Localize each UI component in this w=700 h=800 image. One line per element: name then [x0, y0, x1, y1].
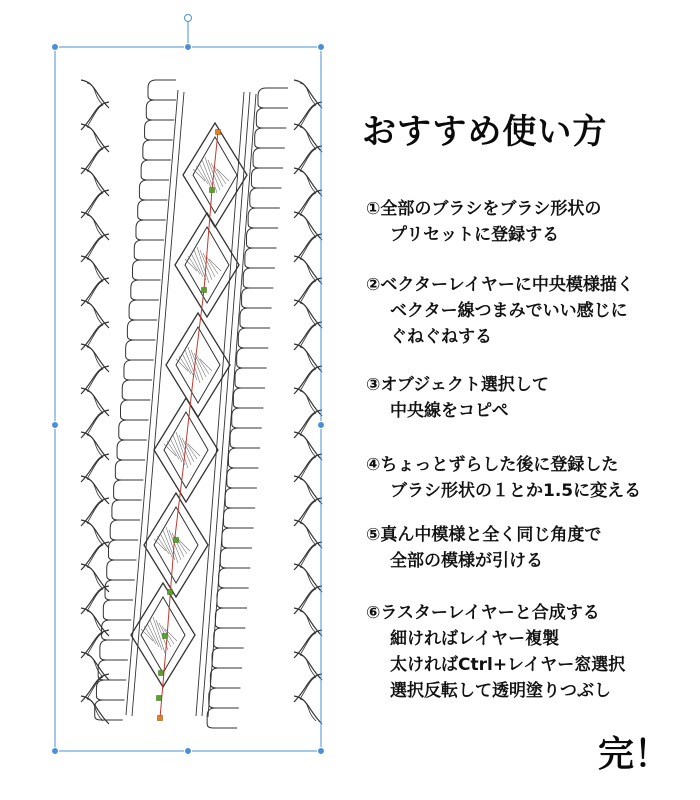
shingle [233, 388, 263, 408]
step-2-line-1: ②ベクターレイヤーに中央模様描く [366, 275, 634, 295]
braid-strand [300, 633, 316, 655]
step-6-line-4: 選択反転して透明塗りつぶし [390, 681, 611, 701]
braid-strand [294, 564, 322, 592]
braid-strand [87, 435, 103, 457]
diamond-hatch [160, 533, 172, 557]
braid-strand [87, 171, 103, 193]
shingle [115, 460, 143, 480]
braid-strand [294, 168, 322, 196]
braid-strand [87, 567, 103, 589]
band-line [196, 92, 244, 716]
braid-strand [300, 171, 316, 193]
resize-handle-icon[interactable] [318, 44, 325, 51]
step-6-line-1: ⑥ラスターレイヤーと合成する [366, 603, 600, 623]
resize-handle-icon[interactable] [318, 748, 325, 755]
shingle [146, 100, 174, 120]
shingle [129, 300, 157, 320]
shingle [209, 688, 239, 708]
braid-strand [300, 105, 316, 127]
braid-strand [300, 347, 316, 369]
vector-endpoint-top-icon[interactable] [216, 130, 221, 135]
shingle [217, 588, 247, 608]
braid-strand [300, 215, 316, 237]
braid-strand [81, 476, 109, 504]
braid-strand [87, 347, 103, 369]
shingle [255, 128, 285, 148]
diamond-hatch [147, 623, 159, 647]
diamond-hatch [199, 163, 211, 187]
braid-strand [87, 369, 103, 391]
shingle [110, 520, 138, 540]
braid-right [294, 80, 322, 724]
shingle [248, 208, 278, 228]
braid-strand [300, 83, 316, 105]
braid-strand [81, 366, 109, 394]
braid-strand [300, 149, 316, 171]
shingle [256, 108, 286, 128]
shingle [225, 488, 255, 508]
braid-strand [81, 322, 109, 350]
braid-strand [87, 237, 103, 259]
shingle [230, 428, 260, 448]
vector-control-point-icon[interactable] [174, 538, 179, 543]
resize-handle-icon[interactable] [318, 422, 325, 429]
braid-strand [300, 611, 316, 633]
shingle [243, 268, 273, 288]
shingle [136, 220, 164, 240]
braid-strand [300, 193, 316, 215]
shingle [210, 668, 240, 688]
diamond-hatch [166, 527, 178, 563]
step-2-line-3: ぐねぐねする [390, 327, 492, 347]
vector-control-point-icon[interactable] [163, 634, 168, 639]
shingle [148, 80, 176, 100]
braid-strand [81, 146, 109, 174]
braid-strand [300, 677, 316, 699]
shingle [108, 540, 136, 560]
braid-strand [87, 83, 103, 105]
braid-strand [294, 124, 322, 152]
diamond-chain [131, 123, 247, 687]
braid-strand [300, 127, 316, 149]
braid-strand [294, 344, 322, 372]
resize-handle-icon[interactable] [185, 44, 192, 51]
step-1-line-2: プリセットに登録する [390, 225, 560, 245]
shingle [121, 400, 149, 420]
braid-strand [294, 212, 322, 240]
braid-strand [81, 388, 109, 416]
braid-strand [300, 523, 316, 545]
step-6-line-3: 太ければCtrl+レイヤー窓選択 [390, 655, 626, 675]
shingle [100, 640, 128, 660]
diamond-hatch [203, 253, 215, 277]
step-5 [366, 522, 696, 574]
braid-strand [300, 281, 316, 303]
shingle-column-left [95, 80, 176, 720]
braid-strand [294, 696, 322, 724]
vector-control-point-icon[interactable] [159, 671, 164, 676]
diamond-hatch [188, 347, 200, 383]
shingle [102, 620, 130, 640]
braid-strand [81, 608, 109, 636]
shingle [124, 360, 152, 380]
braid-strand [87, 545, 103, 567]
braid-strand [87, 523, 103, 545]
step-2-line-2: ベクター線つまみでいい感じに [390, 301, 628, 321]
braid-strand [300, 391, 316, 413]
diamond-hatch [191, 350, 203, 380]
braid-strand [81, 410, 109, 438]
braid-strand [294, 278, 322, 306]
braid-strand [300, 501, 316, 523]
shingle [253, 148, 283, 168]
braid-strand [87, 589, 103, 611]
shingle [212, 648, 242, 668]
braid-strand [294, 476, 322, 504]
braid-strand [294, 520, 322, 548]
step-6 [366, 600, 696, 704]
braid-strand [294, 190, 322, 218]
vector-control-point-icon[interactable] [157, 696, 162, 701]
braid-strand [87, 501, 103, 523]
shingle [220, 548, 250, 568]
braid-strand [87, 149, 103, 171]
shingle [134, 240, 162, 260]
done-label: 完！ [598, 734, 671, 775]
diamond-hatch [194, 250, 206, 280]
shingle [224, 508, 254, 528]
shingle [245, 248, 275, 268]
shingle [251, 168, 281, 188]
braid-strand [294, 454, 322, 482]
braid-strand [294, 146, 322, 174]
shingle [143, 140, 171, 160]
braid-strand [81, 278, 109, 306]
vector-control-point-icon[interactable] [168, 590, 173, 595]
step-3-line-1: ③オブジェクト選択して [366, 375, 549, 395]
braid-strand [300, 413, 316, 435]
step-3 [366, 372, 696, 424]
resize-handle-icon[interactable] [52, 422, 59, 429]
shingle [145, 120, 173, 140]
shingle [107, 560, 135, 580]
band-line [202, 92, 250, 716]
braid-strand [300, 545, 316, 567]
braid-strand [294, 388, 322, 416]
diamond-hatch [150, 620, 162, 650]
resize-handle-icon[interactable] [185, 748, 192, 755]
braid-strand [294, 300, 322, 328]
shingle [242, 288, 272, 308]
braid-strand [81, 168, 109, 196]
braid-strand [87, 193, 103, 215]
diamond-hatch [170, 438, 182, 462]
braid-strand [87, 259, 103, 281]
diamond-hatch [173, 435, 185, 465]
shingle [112, 500, 140, 520]
braid-strand [81, 652, 109, 680]
shingle [141, 160, 169, 180]
braid-strand [81, 344, 109, 372]
braid-strand [294, 80, 322, 108]
shingle [119, 420, 147, 440]
braid-strand [87, 611, 103, 633]
shingle [138, 200, 166, 220]
braid-strand [300, 303, 316, 325]
rotate-handle-icon[interactable] [185, 15, 192, 22]
braid-strand [87, 105, 103, 127]
braid-strand [300, 237, 316, 259]
braid-strand [294, 652, 322, 680]
shingle [139, 180, 167, 200]
braid-strand [81, 234, 109, 262]
braid-strand [87, 127, 103, 149]
braid-strand [294, 586, 322, 614]
step-5-line-2: 全部の模様が引ける [390, 551, 543, 571]
braid-strand [294, 322, 322, 350]
shingle [114, 480, 142, 500]
braid-strand [294, 608, 322, 636]
braid-strand [300, 699, 316, 721]
vector-control-point-icon[interactable] [202, 288, 207, 293]
shingle [131, 280, 159, 300]
braid-strand [81, 630, 109, 658]
braid-strand [87, 281, 103, 303]
braid-strand [294, 102, 322, 130]
braid-strand [81, 542, 109, 570]
step-5-line-1: ⑤真ん中模様と全く同じ角度で [366, 525, 602, 545]
braid-strand [294, 542, 322, 570]
shingle [96, 680, 124, 700]
vector-control-point-icon[interactable] [210, 188, 215, 193]
braid-strand [81, 498, 109, 526]
braid-left [81, 80, 109, 724]
braid-strand [81, 454, 109, 482]
braid-strand [87, 457, 103, 479]
diamond-hatch [182, 353, 194, 377]
shingle [122, 380, 150, 400]
page-title: おすすめ使い方 [362, 112, 608, 152]
shingle [117, 440, 145, 460]
braid-strand [294, 234, 322, 262]
braid-strand [294, 674, 322, 702]
braid-strand [294, 432, 322, 460]
shingle [222, 528, 252, 548]
shingle [105, 580, 133, 600]
braid-strand [81, 256, 109, 284]
center-band-lines [126, 90, 256, 717]
shingle [250, 188, 280, 208]
step-4-line-1: ④ちょっとずらした後に登録した [366, 455, 619, 475]
shingle [232, 408, 262, 428]
braid-strand [300, 589, 316, 611]
shingle [258, 88, 288, 108]
shingle [240, 308, 270, 328]
shingle [214, 628, 244, 648]
step-3-line-2: 中央線をコピペ [390, 401, 509, 421]
shingle [133, 260, 161, 280]
shingle [215, 608, 245, 628]
shingle [95, 700, 123, 720]
braid-strand [87, 215, 103, 237]
braid-strand [300, 655, 316, 677]
braid-strand [300, 435, 316, 457]
shingle [103, 600, 131, 620]
braid-strand [81, 300, 109, 328]
braid-strand [294, 256, 322, 284]
shingle [127, 320, 155, 340]
braid-strand [300, 479, 316, 501]
step-6-line-2: 細ければレイヤー複製 [390, 629, 560, 649]
braid-strand [87, 391, 103, 413]
shingle [228, 448, 258, 468]
braid-strand [81, 520, 109, 548]
vector-endpoint-bottom-icon[interactable] [158, 716, 163, 721]
braid-strand [81, 212, 109, 240]
braid-strand [300, 325, 316, 347]
braid-strand [81, 674, 109, 702]
resize-handle-icon[interactable] [52, 748, 59, 755]
braid-strand [87, 325, 103, 347]
braid-strand [87, 413, 103, 435]
braid-strand [81, 102, 109, 130]
step-4 [366, 452, 696, 504]
braid-strand [300, 457, 316, 479]
braid-strand [300, 369, 316, 391]
resize-handle-icon[interactable] [52, 44, 59, 51]
braid-strand [300, 259, 316, 281]
braid-strand [300, 567, 316, 589]
step-1-line-1: ①全部のブラシをブラシ形状の [366, 199, 602, 219]
band-line [126, 90, 178, 715]
braid-strand [294, 366, 322, 394]
braid-strand [87, 479, 103, 501]
shingle [126, 340, 154, 360]
shingle [207, 708, 237, 728]
shingle [237, 348, 267, 368]
shingle [238, 328, 268, 348]
braid-strand [294, 630, 322, 658]
braid-strand [81, 124, 109, 152]
braid-strand [81, 432, 109, 460]
step-1 [366, 196, 696, 248]
diamond-hatch [191, 253, 203, 277]
braid-strand [81, 80, 109, 108]
step-4-line-2: ブラシ形状の１とか1.5に変える [390, 481, 642, 501]
braid-strand [81, 190, 109, 218]
shingle [247, 228, 277, 248]
shingle [227, 468, 257, 488]
braid-strand [294, 498, 322, 526]
shingle [235, 368, 265, 388]
step-2 [366, 272, 696, 350]
shingle [219, 568, 249, 588]
braid-strand [87, 303, 103, 325]
